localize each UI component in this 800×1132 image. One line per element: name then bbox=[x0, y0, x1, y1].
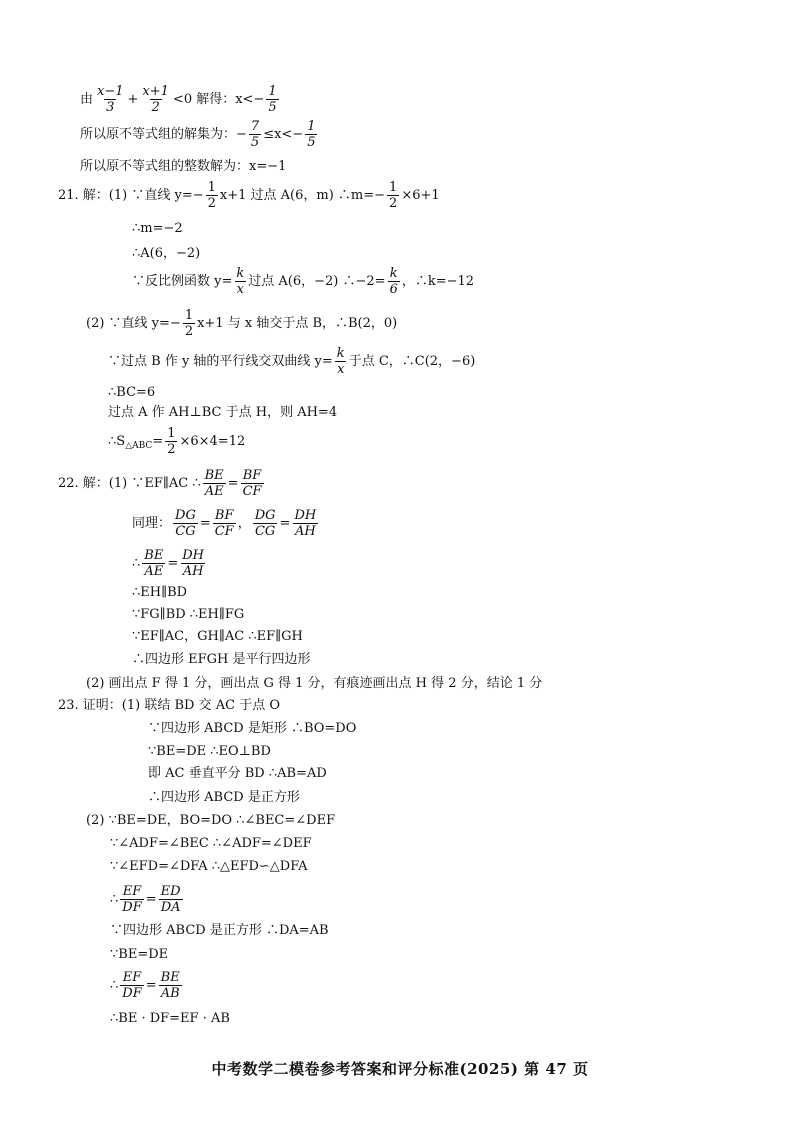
text: 由 bbox=[80, 92, 94, 107]
question-23-line bbox=[58, 697, 280, 715]
fraction-numerator: BE bbox=[160, 970, 180, 985]
fraction-denominator: 5 bbox=[307, 135, 316, 150]
text: ∴四边形 EFGH 是平行四边形 bbox=[132, 652, 311, 667]
text: = bbox=[167, 556, 179, 571]
fraction-denominator: AH bbox=[294, 524, 316, 539]
text: ∴A(6，−2) bbox=[132, 246, 201, 261]
text: x+1 与 x 轴交于点 B，∴B(2，0) bbox=[197, 316, 398, 331]
text: ∵过点 B 作 y 轴的平行线交双曲线 y= bbox=[108, 354, 333, 369]
solution-line bbox=[132, 220, 183, 238]
solution-line bbox=[132, 548, 208, 579]
text: ∴EH∥BD bbox=[132, 585, 188, 600]
text: 于点 C，∴C(2，−6) bbox=[348, 354, 476, 369]
fraction-denominator: CF bbox=[214, 524, 234, 539]
solution-line bbox=[80, 119, 319, 150]
text: ，∴k=−12 bbox=[401, 274, 475, 289]
fraction-denominator: DA bbox=[160, 900, 181, 915]
solution-line bbox=[132, 606, 244, 624]
text: ×6×4=12 bbox=[179, 434, 246, 449]
fraction-denominator: 2 bbox=[167, 442, 176, 457]
fraction-numerator: BF bbox=[242, 468, 262, 483]
fraction-numerator: 1 bbox=[207, 180, 216, 195]
solution-line bbox=[132, 266, 474, 297]
solution-line bbox=[110, 835, 312, 853]
page-footer: 中考数学二模卷参考答案和评分标准(2025) 第 47 页 bbox=[211, 1060, 589, 1078]
solution-line bbox=[148, 743, 271, 761]
fraction-numerator: EF bbox=[122, 884, 142, 899]
text: ×6+1 bbox=[401, 188, 440, 203]
solution-line bbox=[132, 245, 200, 263]
solution-line bbox=[108, 346, 475, 377]
text: ∴ bbox=[110, 978, 119, 993]
fraction-denominator: x bbox=[236, 282, 244, 297]
solution-line bbox=[110, 858, 308, 876]
fraction-denominator: AB bbox=[160, 986, 180, 1001]
solution-line bbox=[132, 628, 303, 646]
text: 23. 证明：(1) 联结 BD 交 AC 于点 O bbox=[58, 698, 280, 713]
fraction-denominator: 2 bbox=[151, 100, 160, 115]
text: (2) 画出点 F 得 1 分，画出点 G 得 1 分，有痕迹画出点 H 得 2 分，结论 1 分 bbox=[86, 676, 543, 691]
text: ∴ bbox=[132, 556, 141, 571]
text: ∴m=−2 bbox=[132, 221, 183, 236]
fraction-denominator: 2 bbox=[389, 196, 398, 211]
text: ∴ bbox=[110, 892, 119, 907]
text: ∵四边形 ABCD 是正方形 ∴DA=AB bbox=[110, 923, 329, 938]
fraction-denominator: AE bbox=[144, 564, 164, 579]
fraction-denominator: 5 bbox=[250, 135, 260, 150]
fraction-numerator: BE bbox=[144, 548, 164, 563]
fraction-numerator: ED bbox=[160, 884, 181, 899]
text: ∴BC=6 bbox=[108, 385, 156, 400]
fraction-numerator: 1 bbox=[307, 119, 316, 134]
fraction-numerator: k bbox=[389, 266, 398, 281]
text: = bbox=[227, 476, 239, 491]
text: ∴四边形 ABCD 是正方形 bbox=[148, 790, 300, 805]
text: (2) ∵BE=DE，BO=DO ∴∠BEC=∠DEF bbox=[86, 813, 336, 828]
solution-line bbox=[80, 84, 281, 115]
solution-line bbox=[148, 765, 327, 783]
solution-line bbox=[132, 508, 320, 539]
text: ∵BE=DE ∴EO⊥BD bbox=[148, 744, 271, 759]
text: ∵FG∥BD ∴EH∥FG bbox=[132, 607, 245, 622]
fraction-denominator: AE bbox=[204, 484, 224, 499]
fraction-numerator: DG bbox=[175, 508, 196, 523]
text: = bbox=[145, 978, 157, 993]
fraction-denominator: DF bbox=[122, 900, 142, 915]
fraction-numerator: 1 bbox=[167, 426, 176, 441]
fraction-denominator: 3 bbox=[106, 100, 115, 115]
solution-line bbox=[110, 946, 168, 964]
text: ， bbox=[237, 516, 251, 531]
fraction-numerator: BE bbox=[204, 468, 224, 483]
text: 过点 A 作 AH⊥BC 于点 H，则 AH=4 bbox=[108, 405, 338, 420]
solution-line bbox=[148, 789, 300, 807]
fraction-numerator: x−1 bbox=[97, 84, 124, 99]
fraction-numerator: DH bbox=[182, 548, 204, 563]
fraction-denominator: AH bbox=[182, 564, 204, 579]
fraction-denominator: CG bbox=[254, 524, 276, 539]
solution-line bbox=[132, 651, 311, 669]
fraction-denominator: CG bbox=[175, 524, 196, 539]
text: <0 解得：x<− bbox=[172, 92, 265, 107]
text: ∵四边形 ABCD 是矩形 ∴BO=DO bbox=[148, 721, 357, 736]
fraction-numerator: BF bbox=[214, 508, 234, 523]
fraction-denominator: 5 bbox=[268, 100, 277, 115]
text: = bbox=[279, 516, 291, 531]
text: 过点 A(6，−2) ∴−2= bbox=[248, 274, 386, 289]
fraction-denominator: CF bbox=[242, 484, 262, 499]
solution-line bbox=[110, 884, 185, 915]
fraction-denominator: 2 bbox=[207, 196, 216, 211]
solution-line bbox=[108, 426, 245, 457]
text: = bbox=[145, 892, 157, 907]
text: = bbox=[152, 434, 164, 449]
fraction-denominator: 2 bbox=[184, 324, 194, 339]
fraction-denominator: DF bbox=[122, 986, 142, 1001]
text: 即 AC 垂直平分 BD ∴AB=AD bbox=[148, 766, 327, 781]
text: ∵∠EFD=∠DFA ∴△EFD∽△DFA bbox=[110, 859, 308, 874]
text: ∴S bbox=[108, 434, 126, 449]
fraction-numerator: x+1 bbox=[142, 84, 169, 99]
solution-line bbox=[110, 922, 329, 940]
text: 同理： bbox=[132, 516, 172, 531]
text: + bbox=[127, 92, 139, 107]
text: ∴BE · DF=EF · AB bbox=[110, 1011, 230, 1026]
solution-line bbox=[86, 308, 397, 339]
solution-line bbox=[148, 720, 356, 738]
solution-line bbox=[108, 384, 155, 402]
text: x+1 过点 A(6，m) ∴m=− bbox=[219, 188, 386, 203]
solution-line bbox=[110, 970, 184, 1001]
text: ≤x<− bbox=[263, 127, 304, 142]
solution-line bbox=[108, 404, 337, 422]
text: ∵∠ADF=∠BEC ∴∠ADF=∠DEF bbox=[110, 836, 312, 851]
solution-line bbox=[86, 675, 542, 693]
fraction-numerator: 1 bbox=[389, 180, 398, 195]
text: ∵BE=DE bbox=[110, 947, 169, 962]
text: 所以原不等式组的整数解为：x=−1 bbox=[80, 159, 287, 174]
fraction-numerator: k bbox=[236, 266, 245, 281]
fraction-numerator: DH bbox=[294, 508, 317, 523]
solution-line bbox=[80, 158, 286, 176]
solution-line bbox=[110, 1010, 230, 1028]
subscript: △ABC bbox=[125, 441, 153, 451]
solution-line bbox=[86, 812, 335, 830]
text: (2) ∵直线 y=− bbox=[86, 316, 181, 331]
text: = bbox=[199, 516, 211, 531]
text: ∵EF∥AC，GH∥AC ∴EF∥GH bbox=[132, 629, 303, 644]
question-22-line bbox=[58, 468, 266, 499]
fraction-numerator: 1 bbox=[184, 308, 194, 323]
fraction-numerator: 1 bbox=[268, 84, 277, 99]
fraction-numerator: DG bbox=[254, 508, 276, 523]
question-21-line bbox=[58, 180, 440, 211]
text: ∵反比例函数 y= bbox=[132, 274, 233, 289]
fraction-numerator: EF bbox=[122, 970, 142, 985]
fraction-denominator: 6 bbox=[389, 282, 398, 297]
text: 22. 解：(1) ∵EF∥AC ∴ bbox=[58, 476, 201, 491]
solution-line bbox=[132, 584, 187, 602]
fraction-numerator: 7 bbox=[250, 119, 260, 134]
text: 21. 解：(1) ∵直线 y=− bbox=[58, 188, 204, 203]
fraction-denominator: x bbox=[337, 362, 345, 377]
fraction-numerator: k bbox=[336, 346, 345, 361]
text: 所以原不等式组的解集为：− bbox=[80, 127, 247, 142]
